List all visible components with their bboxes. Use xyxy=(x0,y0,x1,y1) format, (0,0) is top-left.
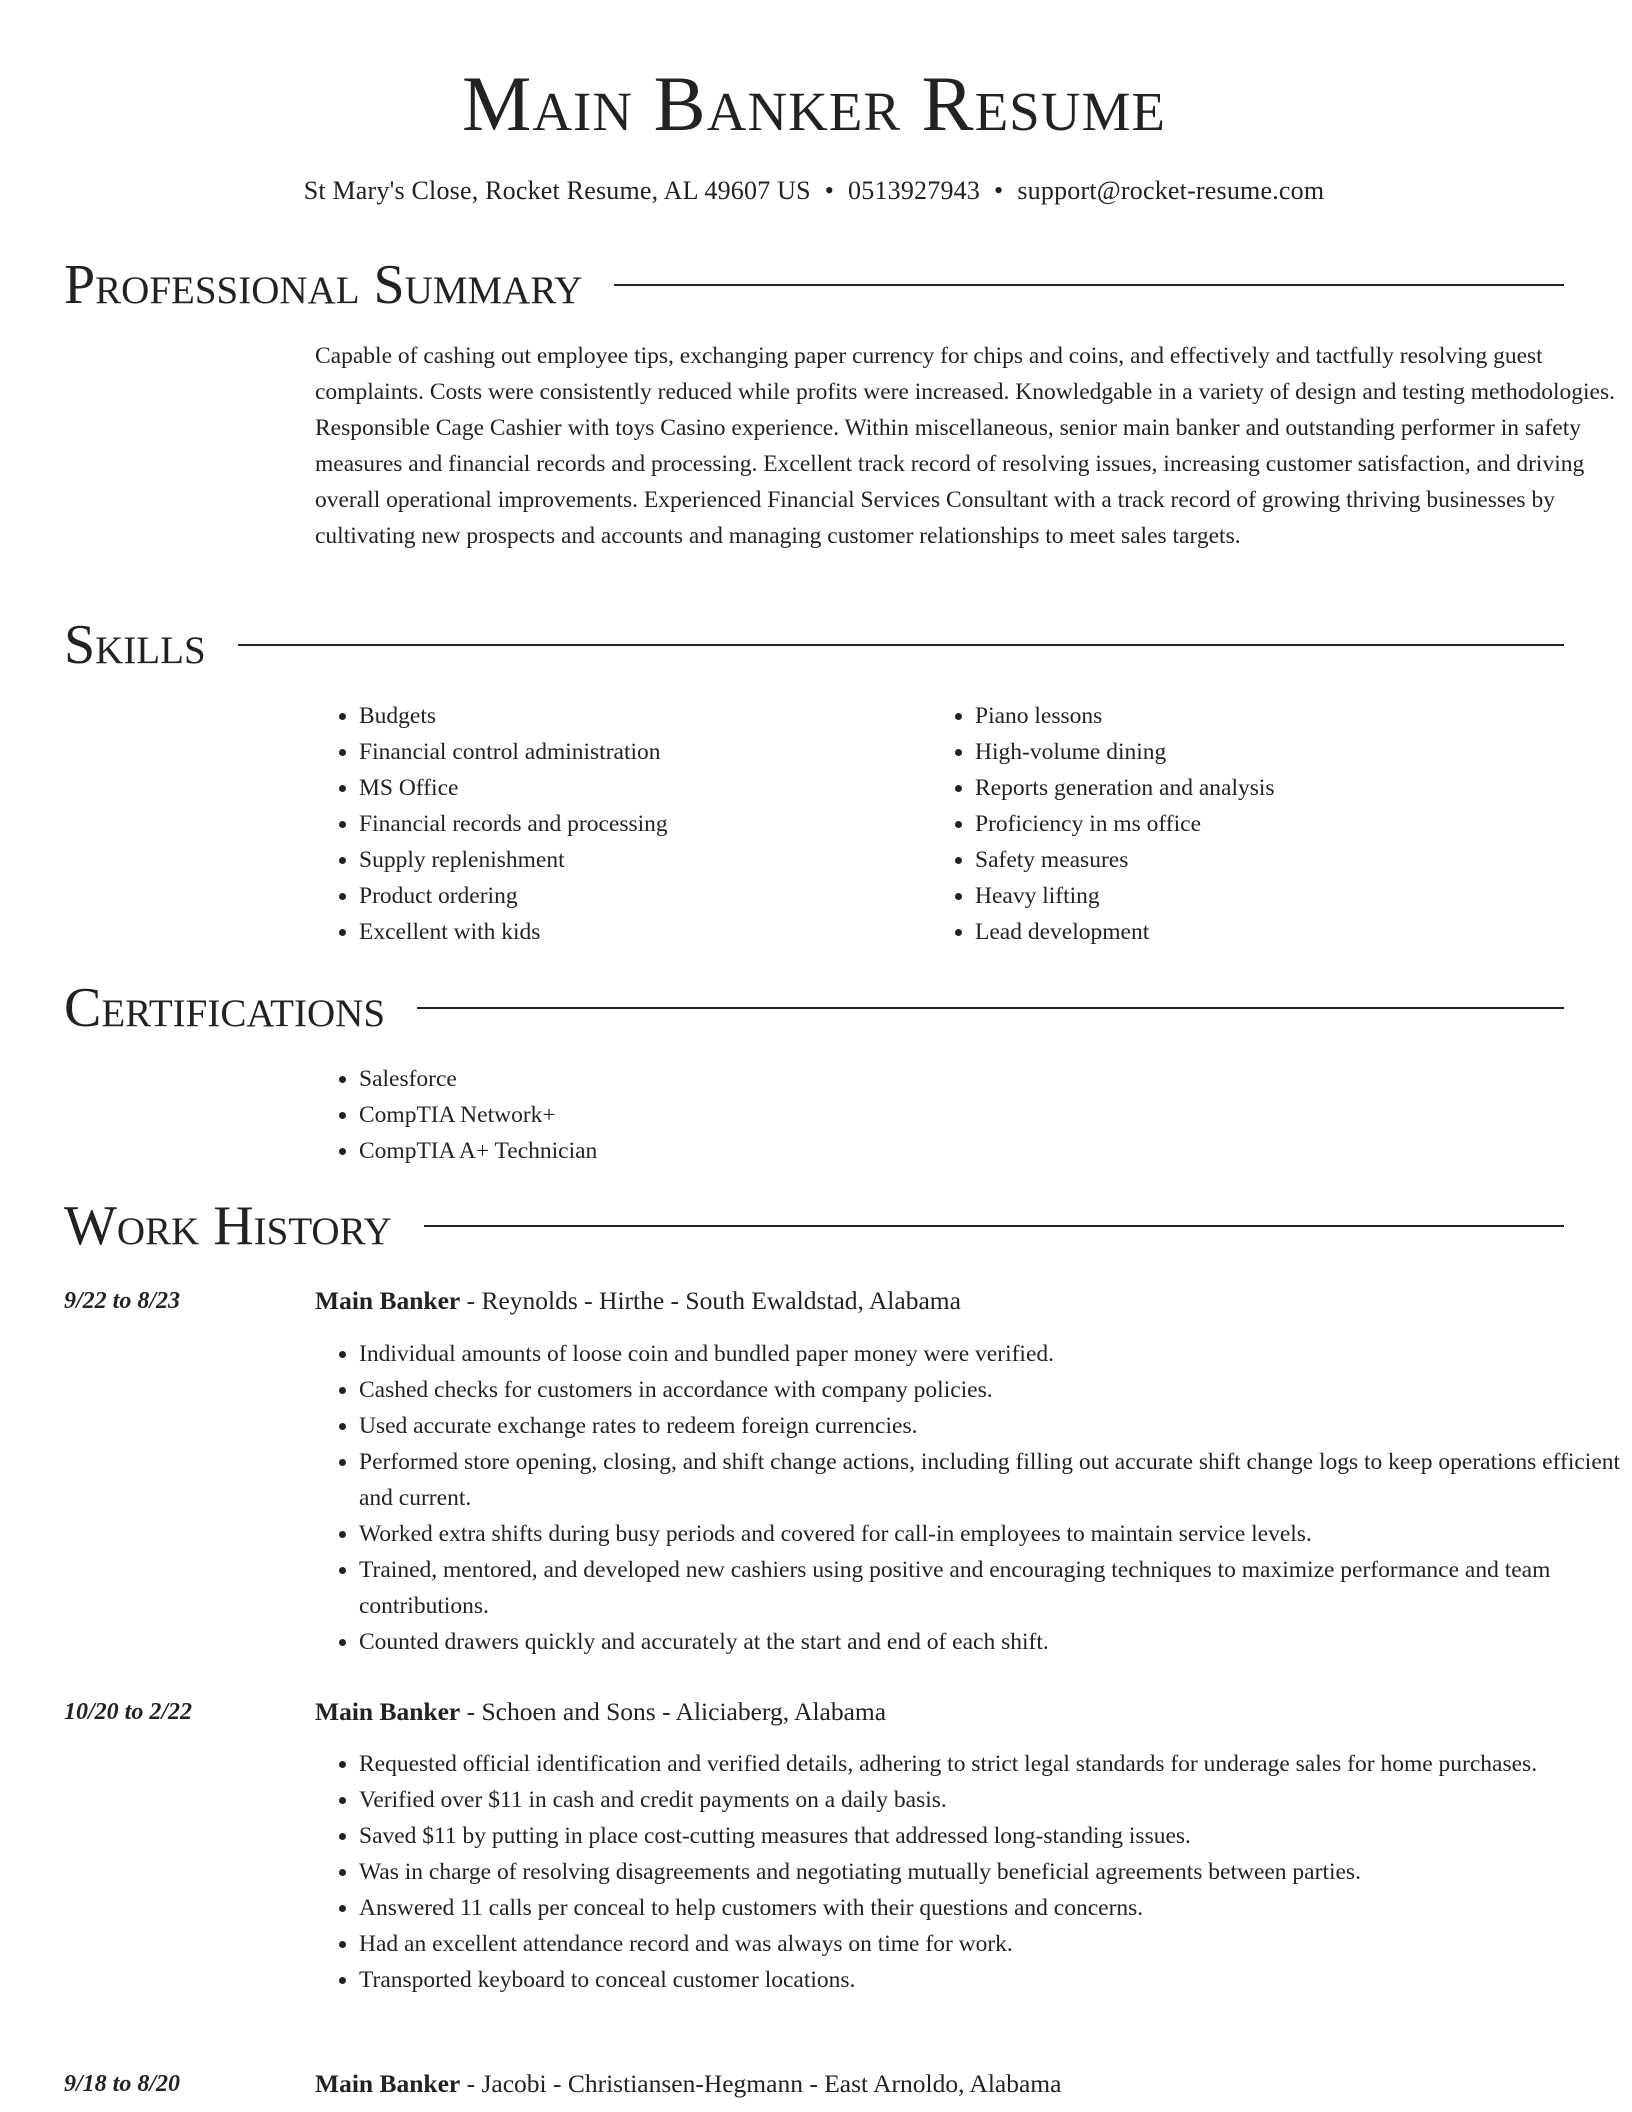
contact-separator: • xyxy=(824,176,835,205)
skills-column-left xyxy=(315,698,915,950)
skills-section-title: Skills xyxy=(64,614,206,676)
skill-item: • Excellent with kids xyxy=(359,914,915,950)
summary-section-title: Professional Summary xyxy=(64,254,583,316)
job-bullet: • Was in charge of resolving disagreements and negotiating mutually beneficial agreements between parties. xyxy=(359,1854,1632,1890)
job-bullet: • Individual amounts of loose coin and bundled paper money were verified. xyxy=(359,1336,1632,1372)
job-bullet: • Verified over $11 in cash and credit payments on a daily basis. xyxy=(359,1782,1632,1818)
contact-line xyxy=(64,174,1564,208)
certifications-section-header xyxy=(64,975,1564,1041)
work-section-title: Work History xyxy=(64,1195,392,1257)
job-dates: 9/22 to 8/23 xyxy=(64,1288,181,1314)
skill-item: • Product ordering xyxy=(359,878,915,914)
certifications-section-title: Certifications xyxy=(64,977,386,1039)
section-divider xyxy=(238,644,1564,646)
work-section-header xyxy=(64,1193,1564,1259)
job-bullet: • Counted drawers quickly and accurately at the start and end of each shift. xyxy=(359,1624,1632,1660)
job-company: - Schoen and Sons - Aliciaberg, Alabama xyxy=(460,1697,887,1726)
skill-item: • MS Office xyxy=(359,770,915,806)
skills-section-header xyxy=(64,612,1564,678)
job-bullet: • Worked extra shifts during busy periods and covered for call-in employees to maintain service levels. xyxy=(359,1516,1632,1552)
job-bullets xyxy=(315,1746,1632,1998)
job-role: Main Banker xyxy=(315,1697,461,1726)
job-bullet: • Trained, mentored, and developed new cashiers using positive and encouraging techniques to maximize performance and team contributions. xyxy=(359,1552,1632,1624)
skill-item: • Proficiency in ms office xyxy=(975,806,1551,842)
job-bullet: • Used accurate exchange rates to redeem foreign currencies. xyxy=(359,1408,1632,1444)
job-bullet: • Performed store opening, closing, and shift change actions, including filling out accurate shift change logs to keep operations efficient and current. xyxy=(359,1444,1632,1516)
resume-title: Main Banker Resume xyxy=(461,60,1166,147)
job-bullet: • Had an excellent attendance record and was always on time for work. xyxy=(359,1926,1632,1962)
contact-address: St Mary's Close, Rocket Resume, AL 49607 US xyxy=(303,176,811,205)
skill-item: • High-volume dining xyxy=(975,734,1551,770)
job-bullet: • Transported keyboard to conceal customer locations. xyxy=(359,1962,1632,1998)
job-dates: 10/20 to 2/22 xyxy=(64,1699,193,1725)
summary-section-header xyxy=(64,252,1564,318)
job-company: - Reynolds - Hirthe - South Ewaldstad, Alabama xyxy=(460,1286,961,1315)
job-title-line xyxy=(315,1694,886,1730)
certification-item: • Salesforce xyxy=(359,1061,1015,1097)
job-company: - Jacobi - Christiansen-Hegmann - East Arnoldo, Alabama xyxy=(460,2069,1062,2098)
job-dates: 9/18 to 8/20 xyxy=(64,2071,181,2097)
skills-column-right xyxy=(931,698,1551,950)
skill-item: • Heavy lifting xyxy=(975,878,1551,914)
section-divider xyxy=(424,1225,1564,1227)
job-bullets xyxy=(315,1336,1632,1660)
section-divider xyxy=(417,1007,1564,1009)
summary-text: Capable of cashing out employee tips, exchanging paper currency for chips and coins, and effectively and tactfully resolving guest complaints. Costs were consistently reduced while profits were increased. Knowledgable in a variety of design and testing methodologies. Responsible Cage Cashier with toys Casino experience. Within miscellaneous, senior main banker and outstanding performer in safety measures and financial records and processing. Excellent track record of resolving issues, increasing customer satisfaction, and driving overall operational improvements. Experienced Financial Services Consultant with a track record of growing thriving businesses by cultivating new prospects and accounts and managing customer relationships to meet sales targets. xyxy=(315,343,1615,549)
skill-item: • Reports generation and analysis xyxy=(975,770,1551,806)
job-bullet: • Cashed checks for customers in accordance with company policies. xyxy=(359,1372,1632,1408)
skill-item: • Supply replenishment xyxy=(359,842,915,878)
certifications-list xyxy=(315,1061,1015,1169)
skill-item: • Budgets xyxy=(359,698,915,734)
skill-item: • Piano lessons xyxy=(975,698,1551,734)
skill-item: • Financial records and processing xyxy=(359,806,915,842)
job-bullet: • Saved $11 by putting in place cost-cutting measures that addressed long-standing issues. xyxy=(359,1818,1632,1854)
section-divider xyxy=(614,284,1564,286)
skill-item: • Lead development xyxy=(975,914,1551,950)
skill-item: • Financial control administration xyxy=(359,734,915,770)
job-role: Main Banker xyxy=(315,2069,461,2098)
job-title-line xyxy=(315,2066,1061,2102)
job-role: Main Banker xyxy=(315,1286,461,1315)
contact-separator: • xyxy=(994,176,1004,205)
job-bullet: • Requested official identification and verified details, adhering to strict legal standards for underage sales for home purchases. xyxy=(359,1746,1632,1782)
job-bullet: • Answered 11 calls per conceal to help customers with their questions and concerns. xyxy=(359,1890,1632,1926)
skill-item: • Safety measures xyxy=(975,842,1551,878)
certification-item: • CompTIA A+ Technician xyxy=(359,1133,1015,1169)
certification-item: • CompTIA Network+ xyxy=(359,1097,1015,1133)
job-title-line xyxy=(315,1283,961,1319)
contact-email: support@rocket-resume.com xyxy=(1017,176,1325,205)
contact-phone: 0513927943 xyxy=(848,176,981,205)
